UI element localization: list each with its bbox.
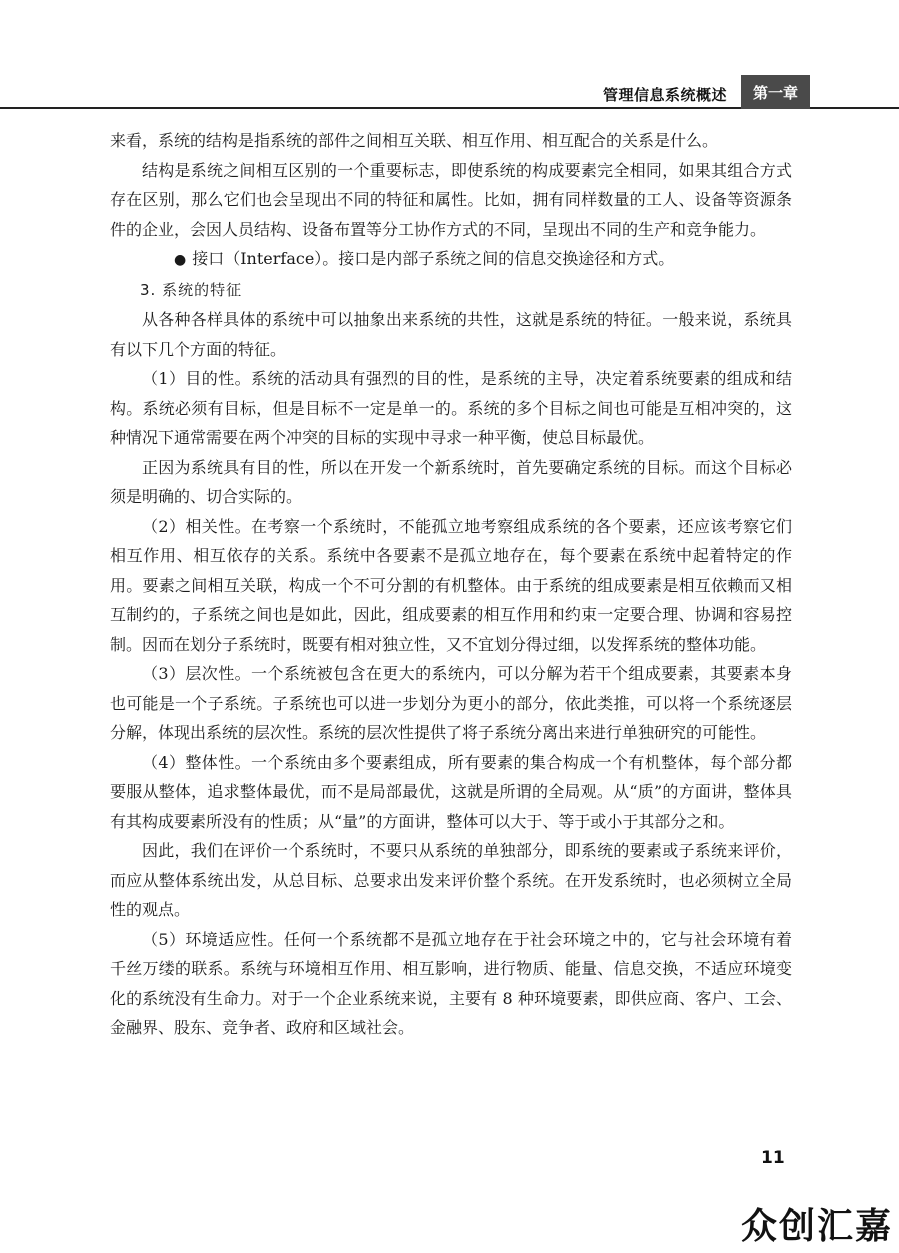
paragraph-purpose-goal: 正因为系统具有目的性，所以在开发一个新系统时，首先要确定系统的目标。而这个目标必须是明确的、切合实际的。 bbox=[110, 457, 792, 506]
running-header-title: 管理信息系统概述 bbox=[602, 86, 727, 104]
paragraph-adaptability: （5）环境适应性。任何一个系统都不是孤立地存在于社会环境之中的，它与社会环境有着千丝万缕的联系。系统与环境相互作用、相互影响，进行物质、能量、信息交换，不适应环境变化的系统没有生命力。对于一个企业系统来说，主要有 8 种环境要素，即供应商、客户、工会、金融界、股东、竞争者、政府和区域社会。 bbox=[110, 929, 792, 1037]
bullet-interface-text: 接口（Interface）。接口是内部子系统之间的信息交换途径和方式。 bbox=[192, 249, 675, 268]
paragraph-correlation: （2）相关性。在考察一个系统时，不能孤立地考察组成系统的各个要素，还应该考察它们相互作用、相互依存的关系。系统中各要素不是孤立地存在，每个要素在系统中起着特定的作用。要素之间相互关联，构成一个不可分割的有机整体。由于系统的组成要素是相互依赖而又相互制约的，子系统之间也是如此，因此，组成要素的相互作用和约束一定要合理、协调和容易控制。因而在划分子系统时，既要有相对独立性，又不宜划分得过细，以发挥系统的整体功能。 bbox=[110, 516, 792, 654]
watermark-logo: 众创汇嘉 bbox=[740, 1206, 893, 1247]
page-number: 11 bbox=[761, 1148, 785, 1168]
paragraph-features-intro: 从各种各样具体的系统中可以抽象出来系统的共性，这就是系统的特征。一般来说，系统具有以下几个方面的特征。 bbox=[110, 310, 792, 359]
section-heading: 3. 系统的特征 bbox=[140, 280, 243, 299]
bullet-icon: ● bbox=[174, 252, 187, 268]
paragraph-evaluation: 因此，我们在评价一个系统时，不要只从系统的单独部分，即系统的要素或子系统来评价，而应从整体系统出发，从总目标、总要求出发来评价整个系统。在开发系统时，也必须树立全局性的观点。 bbox=[110, 841, 792, 919]
bullet-interface bbox=[110, 244, 792, 276]
paragraph-hierarchy: （3）层次性。一个系统被包含在更大的系统内，可以分解为若干个组成要素，其要素本身也可能是一个子系统。子系统也可以进一步划分为更小的部分，依此类推，可以将一个系统逐层分解，体现出系统的层次性。系统的层次性提供了将子系统分离出来进行单独研究的可能性。 bbox=[110, 664, 792, 742]
page-body bbox=[110, 126, 792, 1043]
paragraph-structure: 结构是系统之间相互区别的一个重要标志，即使系统的构成要素完全相同，如果其组合方式存在区别，那么它们也会呈现出不同的特征和属性。比如，拥有同样数量的工人、设备等资源条件的企业，会因人员结构、设备布置等分工协作方式的不同，呈现出不同的生产和竞争能力。 bbox=[110, 160, 792, 239]
paragraph-wholeness: （4）整体性。一个系统由多个要素组成，所有要素的集合构成一个有机整体，每个部分都要服从整体，追求整体最优，而不是局部最优，这就是所谓的全局观。从“质”的方面讲，整体具有其构成要素所没有的性质；从“量”的方面讲，整体可以大于、等于或小于其部分之和。 bbox=[110, 752, 792, 831]
chapter-tab: 第一章 bbox=[741, 75, 810, 109]
paragraph-continuation: 来看，系统的结构是指系统的部件之间相互关联、相互作用、相互配合的关系是什么。 bbox=[110, 131, 719, 150]
paragraph-purposefulness: （1）目的性。系统的活动具有强烈的目的性，是系统的主导，决定着系统要素的组成和结构。系统必须有目标，但是目标不一定是单一的。系统的多个目标之间也可能是互相冲突的，这种情况下通常需要在两个冲突的目标的实现中寻求一种平衡，使总目标最优。 bbox=[110, 369, 792, 447]
